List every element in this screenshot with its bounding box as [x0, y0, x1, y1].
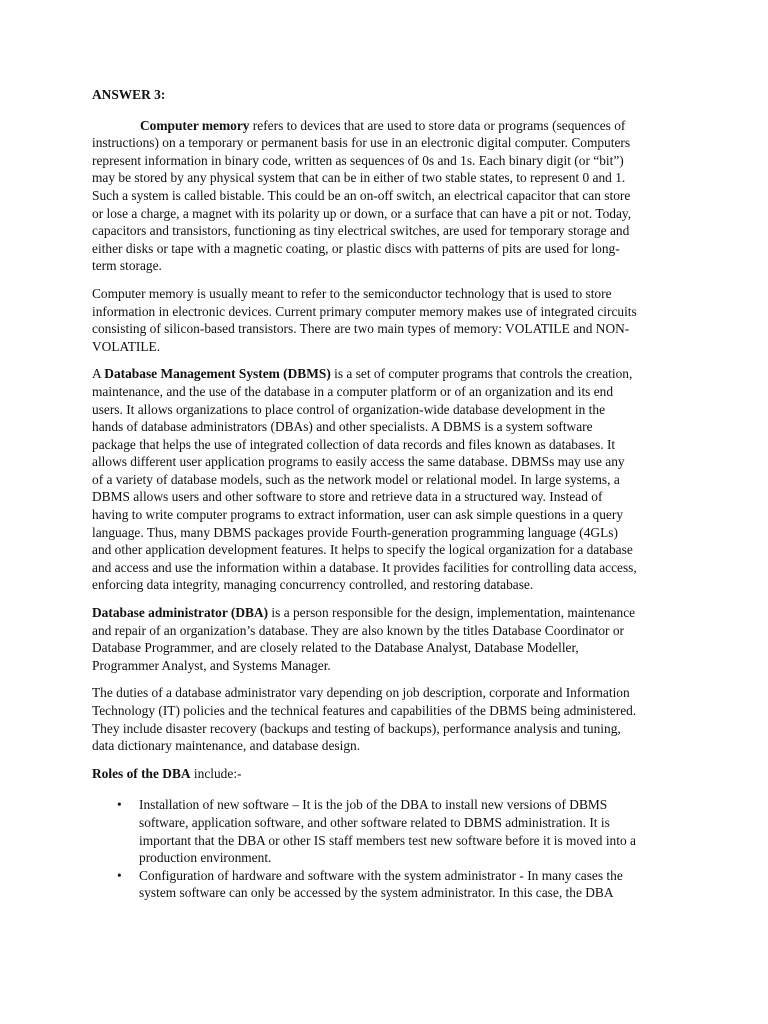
bullet-icon: •	[117, 797, 122, 813]
answer-heading: ANSWER 3:	[92, 87, 166, 102]
text-line: important that the DBA or other IS staff members test new software before it is moved into a	[139, 832, 636, 848]
text-line: VOLATILE.	[92, 338, 161, 354]
text-line: term storage.	[92, 258, 162, 274]
text-line: allows different user application programs to easily access the same database. DBMSs may use any	[92, 454, 625, 470]
text-line: capacitors and transistors, functioning as tiny electrical switches, are used for temporary storage and	[92, 223, 630, 239]
text-line: They include disaster recovery (backups and testing of backups), performance analysis and tuning,	[92, 720, 621, 736]
term-dba: Database administrator (DBA)	[92, 605, 269, 621]
list-item	[92, 867, 672, 902]
term-computer-memory: Computer memory	[140, 117, 250, 133]
text-line: data dictionary maintenance, and database design.	[92, 738, 361, 754]
text-line: Roles of the DBA include:-	[92, 765, 242, 781]
text-line: and repair of an organization’s database. They are also known by the titles Database Coordinator or	[92, 622, 624, 638]
text-line: A Database Management System (DBMS) is a set of computer programs that controls the creation,	[92, 366, 633, 382]
text-line: Database administrator (DBA) is a person responsible for the design, implementation, maintenance	[92, 605, 636, 621]
bullet-icon: •	[117, 867, 122, 883]
paragraph-computer-memory	[92, 117, 672, 275]
text-line: hands of database administrators (DBAs) and other specialists. A DBMS is a system software	[92, 419, 593, 435]
text-line: having to write computer programs to extract information, user can ask simple questions in a query	[92, 507, 624, 523]
text-line: Database Programmer, and are closely related to the Database Analyst, Database Modeller,	[92, 640, 579, 656]
text-line: software, application software, and other software related to DBMS administration. It is	[139, 814, 610, 830]
paragraph-dba-duties	[92, 684, 672, 754]
text-line: Configuration of hardware and software with the system administrator - In many cases the	[139, 867, 623, 883]
text-line: Programmer Analyst, and Systems Manager.	[92, 657, 331, 673]
text-line: and other application development features. It helps to specify the logical organization for a database	[92, 542, 633, 558]
text-line: or lose a charge, a magnet with its polarity up or down, or a surface that can have a pit or not. Today,	[92, 205, 632, 221]
paragraph-dbms	[92, 365, 672, 594]
text-line: The duties of a database administrator vary depending on job description, corporate and Information	[92, 685, 630, 701]
roles-heading	[92, 765, 672, 783]
text-line: and access and use the information within a database. It provides facilities for controlling data access,	[92, 559, 637, 575]
term-roles-of-dba: Roles of the DBA	[92, 765, 191, 781]
text-line: represent information in binary code, written as sequences of 0s and 1s. Each binary digit (or “bit”)	[92, 152, 624, 168]
paragraph-semiconductor-memory	[92, 285, 672, 355]
document-page	[92, 86, 672, 902]
roles-list	[92, 796, 672, 902]
text-line: users. It allows organizations to place control of organization-wide database development in the	[92, 401, 606, 417]
text-line: instructions) on a temporary or permanent basis for use in an electronic digital computer. Computers	[92, 135, 631, 151]
text-line: either disks or tape with a magnetic coating, or plastic discs with patterns of pits are used for long-	[92, 240, 620, 256]
text-line: Such a system is called bistable. This could be an on-off switch, an electrical capacitor that can store	[92, 187, 631, 203]
text-line: system software can only be accessed by the system administrator. In this case, the DBA	[139, 885, 614, 901]
text-line: Computer memory is usually meant to refer to the semiconductor technology that is used to store	[92, 285, 612, 301]
text-line: DBMS allows users and other software to store and retrieve data in a structured way. Instead of	[92, 489, 603, 505]
text-line: of a variety of database models, such as the network model or relational model. In large systems, a	[92, 471, 620, 487]
list-item	[92, 796, 672, 866]
paragraph-dba	[92, 604, 672, 674]
text-line: Technology (IT) policies and the technical features and capabilities of the DBMS being administered.	[92, 703, 637, 718]
term-dbms: Database Management System (DBMS)	[104, 366, 331, 382]
text-line: Computer memory refers to devices that are used to store data or programs (sequences of	[140, 117, 626, 133]
text-line: consisting of silicon-based transistors. There are two main types of memory: VOLATILE and NON-	[92, 321, 630, 337]
text-line: Installation of new software – It is the job of the DBA to install new versions of DBMS	[139, 797, 608, 813]
text-line: maintenance, and the use of the database in a computer platform or of an organization and its end	[92, 383, 614, 399]
text-line: production environment.	[139, 850, 272, 866]
text-line: package that helps the use of integrated collection of data records and files known as databases. It	[92, 436, 616, 452]
text-line: may be stored by any physical system that can be in either of two stable states, to represent 0 and 1.	[92, 170, 626, 186]
text-line: enforcing data integrity, managing concurrency controlled, and restoring database.	[92, 577, 534, 593]
text-line: language. Thus, many DBMS packages provide Fourth-generation programming language (4GLs)	[92, 524, 618, 540]
text-line: information in electronic devices. Current primary computer memory makes use of integrated circuits	[92, 303, 637, 319]
